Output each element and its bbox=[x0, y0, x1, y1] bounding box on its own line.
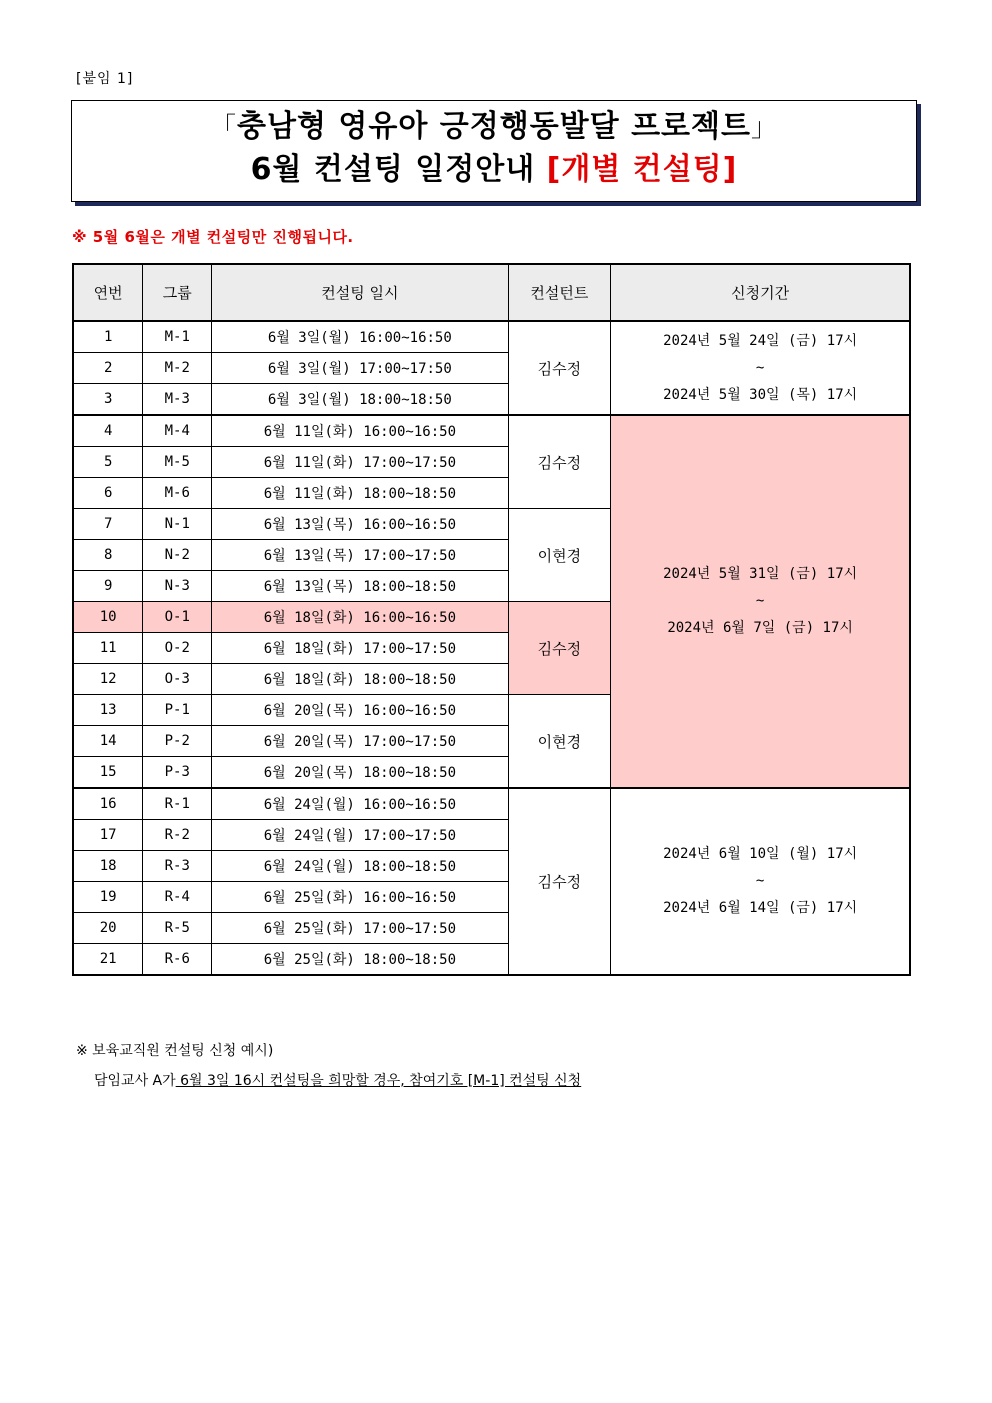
cell-datetime: 6월 18일(화) 18:00~18:50 bbox=[212, 664, 508, 695]
cell-group: R-6 bbox=[143, 944, 212, 976]
cell-datetime: 6월 11일(화) 18:00~18:50 bbox=[212, 478, 508, 509]
cell-group: P-3 bbox=[143, 757, 212, 789]
cell-group: O-3 bbox=[143, 664, 212, 695]
cell-consultant: 김수정 bbox=[508, 321, 611, 415]
cell-no: 19 bbox=[73, 882, 143, 913]
cell-datetime: 6월 13일(목) 18:00~18:50 bbox=[212, 571, 508, 602]
period-tilde: ~ bbox=[755, 359, 765, 376]
cell-no: 9 bbox=[73, 571, 143, 602]
cell-no: 8 bbox=[73, 540, 143, 571]
cell-group: P-1 bbox=[143, 695, 212, 726]
cell-datetime: 6월 18일(화) 17:00~17:50 bbox=[212, 633, 508, 664]
table-row bbox=[73, 321, 910, 353]
schedule-table bbox=[72, 263, 911, 976]
cell-datetime: 6월 3일(월) 17:00~17:50 bbox=[212, 353, 508, 384]
cell-no: 21 bbox=[73, 944, 143, 976]
cell-group: M-6 bbox=[143, 478, 212, 509]
cell-group: M-5 bbox=[143, 447, 212, 478]
cell-datetime: 6월 3일(월) 18:00~18:50 bbox=[212, 384, 508, 416]
period-tilde: ~ bbox=[755, 873, 765, 889]
cell-datetime: 6월 20일(목) 18:00~18:50 bbox=[212, 757, 508, 789]
cell-no: 11 bbox=[73, 633, 143, 664]
cell-no: 20 bbox=[73, 913, 143, 944]
cell-datetime: 6월 25일(화) 17:00~17:50 bbox=[212, 913, 508, 944]
cell-no: 2 bbox=[73, 353, 143, 384]
title-line1 bbox=[72, 107, 916, 148]
cell-no: 6 bbox=[73, 478, 143, 509]
cell-period bbox=[611, 321, 910, 415]
cell-group: R-5 bbox=[143, 913, 212, 944]
cell-no: 16 bbox=[73, 788, 143, 820]
period-start: 2024년 5월 31일 (금) 17시 bbox=[663, 566, 858, 582]
cell-datetime: 6월 13일(목) 17:00~17:50 bbox=[212, 540, 508, 571]
cell-no: 7 bbox=[73, 509, 143, 540]
cell-datetime: 6월 11일(화) 16:00~16:50 bbox=[212, 415, 508, 447]
example-heading: ※ 보육교직원 컨설팅 신청 예시) bbox=[76, 1043, 274, 1059]
period-end: 2024년 6월 7일 (금) 17시 bbox=[667, 620, 853, 636]
cell-consultant: 이현경 bbox=[508, 695, 611, 789]
cell-datetime: 6월 24일(월) 17:00~17:50 bbox=[212, 820, 508, 851]
cell-datetime: 6월 25일(화) 16:00~16:50 bbox=[212, 882, 508, 913]
cell-datetime: 6월 13일(목) 16:00~16:50 bbox=[212, 509, 508, 540]
cell-datetime: 6월 24일(월) 18:00~18:50 bbox=[212, 851, 508, 882]
header-datetime: 컨설팅 일시 bbox=[212, 264, 508, 321]
cell-datetime: 6월 25일(화) 18:00~18:50 bbox=[212, 944, 508, 976]
cell-group: R-4 bbox=[143, 882, 212, 913]
title-individual-highlight: [개별 컨설팅] bbox=[546, 152, 738, 187]
cell-period bbox=[611, 788, 910, 975]
cell-datetime: 6월 20일(목) 17:00~17:50 bbox=[212, 726, 508, 757]
cell-datetime: 6월 11일(화) 17:00~17:50 bbox=[212, 447, 508, 478]
example-text bbox=[94, 1070, 581, 1090]
cell-consultant: 김수정 bbox=[508, 788, 611, 975]
header-consultant: 컨설턴트 bbox=[508, 264, 611, 321]
cell-no: 14 bbox=[73, 726, 143, 757]
cell-no: 1 bbox=[73, 321, 143, 353]
example-prefix: 담임교사 A가 bbox=[94, 1073, 176, 1089]
cell-group: N-1 bbox=[143, 509, 212, 540]
cell-group: P-2 bbox=[143, 726, 212, 757]
header-group: 그룹 bbox=[143, 264, 212, 321]
cell-group: R-2 bbox=[143, 820, 212, 851]
title-line2 bbox=[72, 148, 916, 192]
cell-period bbox=[611, 415, 910, 788]
cell-group: M-2 bbox=[143, 353, 212, 384]
period-start: 2024년 6월 10일 (월) 17시 bbox=[663, 846, 858, 862]
cell-consultant: 이현경 bbox=[508, 509, 611, 602]
notice-text: ※ 5월 6월은 개별 컨설팅만 진행됩니다. bbox=[72, 228, 354, 246]
cell-datetime: 6월 24일(월) 16:00~16:50 bbox=[212, 788, 508, 820]
title-bracket-close: 」 bbox=[751, 113, 779, 143]
cell-no: 15 bbox=[73, 757, 143, 789]
table-header-row bbox=[73, 264, 910, 321]
cell-consultant: 김수정 bbox=[508, 415, 611, 509]
title-box bbox=[71, 100, 917, 202]
cell-no: 5 bbox=[73, 447, 143, 478]
cell-no: 17 bbox=[73, 820, 143, 851]
header-period: 신청기간 bbox=[611, 264, 910, 321]
title-schedule-text: 6월 컨설팅 일정안내 bbox=[250, 152, 547, 187]
cell-group: N-2 bbox=[143, 540, 212, 571]
cell-no: 13 bbox=[73, 695, 143, 726]
cell-no: 4 bbox=[73, 415, 143, 447]
cell-consultant: 김수정 bbox=[508, 602, 611, 695]
period-end: 2024년 5월 30일 (목) 17시 bbox=[663, 386, 858, 403]
cell-no: 12 bbox=[73, 664, 143, 695]
cell-group: R-1 bbox=[143, 788, 212, 820]
table-row bbox=[73, 788, 910, 820]
cell-datetime: 6월 20일(목) 16:00~16:50 bbox=[212, 695, 508, 726]
cell-group: N-3 bbox=[143, 571, 212, 602]
header-no: 연번 bbox=[73, 264, 143, 321]
cell-datetime: 6월 3일(월) 16:00~16:50 bbox=[212, 321, 508, 353]
cell-group: O-1 bbox=[143, 602, 212, 633]
cell-no: 10 bbox=[73, 602, 143, 633]
example-underlined: 6월 3일 16시 컨설팅을 희망할 경우, 참여기호 [M-1] 컨설팅 신청 bbox=[175, 1073, 582, 1089]
table-row bbox=[73, 415, 910, 447]
cell-datetime: 6월 18일(화) 16:00~16:50 bbox=[212, 602, 508, 633]
attachment-label: [붙임 1] bbox=[76, 71, 134, 87]
cell-group: M-3 bbox=[143, 384, 212, 416]
period-start: 2024년 5월 24일 (금) 17시 bbox=[663, 332, 858, 349]
period-tilde: ~ bbox=[755, 593, 765, 609]
cell-group: M-4 bbox=[143, 415, 212, 447]
title-project-name: 충남형 영유아 긍정행동발달 프로젝트 bbox=[236, 109, 751, 144]
title-bracket-open: 「 bbox=[209, 113, 237, 143]
cell-group: R-3 bbox=[143, 851, 212, 882]
cell-no: 3 bbox=[73, 384, 143, 416]
cell-group: O-2 bbox=[143, 633, 212, 664]
cell-no: 18 bbox=[73, 851, 143, 882]
cell-group: M-1 bbox=[143, 321, 212, 353]
period-end: 2024년 6월 14일 (금) 17시 bbox=[663, 900, 858, 916]
